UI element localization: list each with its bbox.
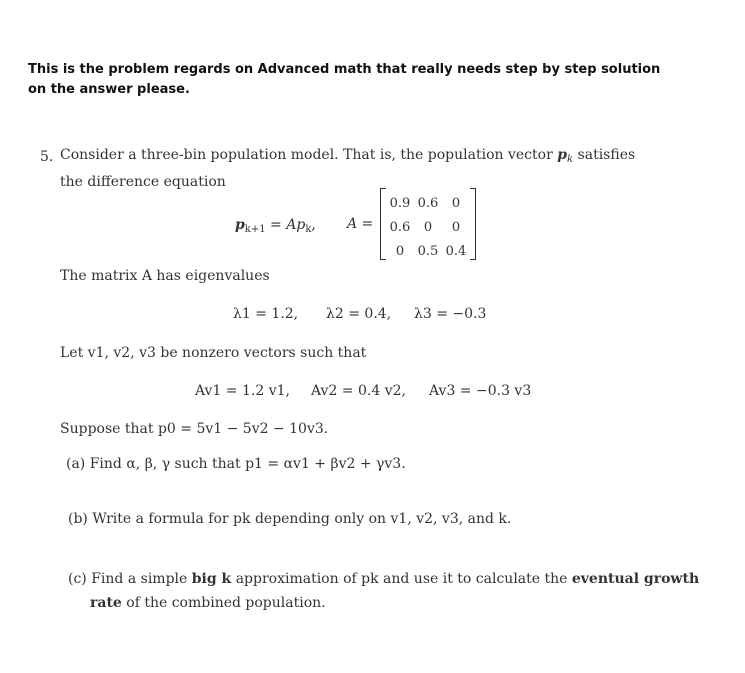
- eq-mid-sub: k: [305, 224, 312, 235]
- matrix-a: [380, 188, 476, 260]
- line1-text: Consider a three-bin population model. That is, the population vector: [60, 147, 553, 163]
- eigenvalue-3: λ3 = −0.3: [414, 306, 487, 322]
- eq-comma: ,: [311, 217, 316, 233]
- part-b: (b) Write a formula for pk depending only on v1, v2, v3, and k.: [68, 511, 512, 527]
- eigenvalues-intro: The matrix A has eigenvalues: [60, 268, 270, 284]
- matrix-row: [386, 191, 470, 215]
- pk-subscript: k: [567, 154, 574, 165]
- matrix-cell: 0: [423, 219, 433, 235]
- matrix-label: A =: [347, 216, 374, 232]
- part-c-line2: [90, 595, 326, 611]
- eq-mid: = Ap: [265, 217, 306, 233]
- matrix-row: [386, 239, 470, 263]
- eigen-relation-1: Av1 = 1.2 v1,: [195, 383, 290, 399]
- matrix-cell: 0.4: [445, 243, 467, 259]
- problem-intro-line2: the difference equation: [60, 174, 226, 190]
- matrix-cell: 0.6: [417, 195, 439, 211]
- eigenvalue-2: λ2 = 0.4,: [326, 306, 392, 322]
- problem-number: 5.: [40, 149, 54, 165]
- matrix-grid: [386, 191, 470, 263]
- matrix-row: [386, 215, 470, 239]
- eigenvectors-intro: Let v1, v2, v3 be nonzero vectors such that: [60, 345, 367, 361]
- matrix-cell: 0.6: [389, 219, 411, 235]
- pk-symbol: p: [557, 147, 568, 163]
- part-a: (a) Find α, β, γ such that p1 = αv1 + βv2 + γv3.: [66, 456, 406, 472]
- matrix-right-bracket: [470, 188, 476, 260]
- part-c-bold1: big k: [191, 571, 232, 587]
- part-c-line1: [68, 571, 699, 587]
- matrix-cell: 0: [395, 243, 405, 259]
- difference-equation: [235, 217, 316, 233]
- matrix-cell: 0.9: [389, 195, 411, 211]
- matrix-cell: 0.5: [417, 243, 439, 259]
- part-c-text1: (c) Find a simple: [68, 571, 188, 587]
- eq-lhs-sub: k+1: [244, 224, 266, 235]
- part-c-bold2: eventual growth: [571, 571, 700, 587]
- eigen-relation-3: Av3 = −0.3 v3: [429, 383, 532, 399]
- matrix-cell: 0: [451, 219, 461, 235]
- part-c-bold3: rate: [90, 595, 122, 611]
- initial-condition: Suppose that p0 = 5v1 − 5v2 − 10v3.: [60, 421, 329, 437]
- eq-lhs: p: [235, 217, 245, 233]
- request-text: This is the problem regards on Advanced math that really needs step by step solution on the answer please.: [28, 62, 661, 97]
- line1-end: satisfies: [577, 147, 636, 163]
- eigenvalue-1: λ1 = 1.2,: [233, 306, 299, 322]
- problem-intro-line1: [60, 147, 635, 163]
- part-c-text3: of the combined population.: [126, 595, 326, 611]
- part-c-text2: approximation of pk and use it to calculate the: [235, 571, 568, 587]
- eigen-relation-2: Av2 = 0.4 v2,: [311, 383, 406, 399]
- matrix-cell: 0: [451, 195, 461, 211]
